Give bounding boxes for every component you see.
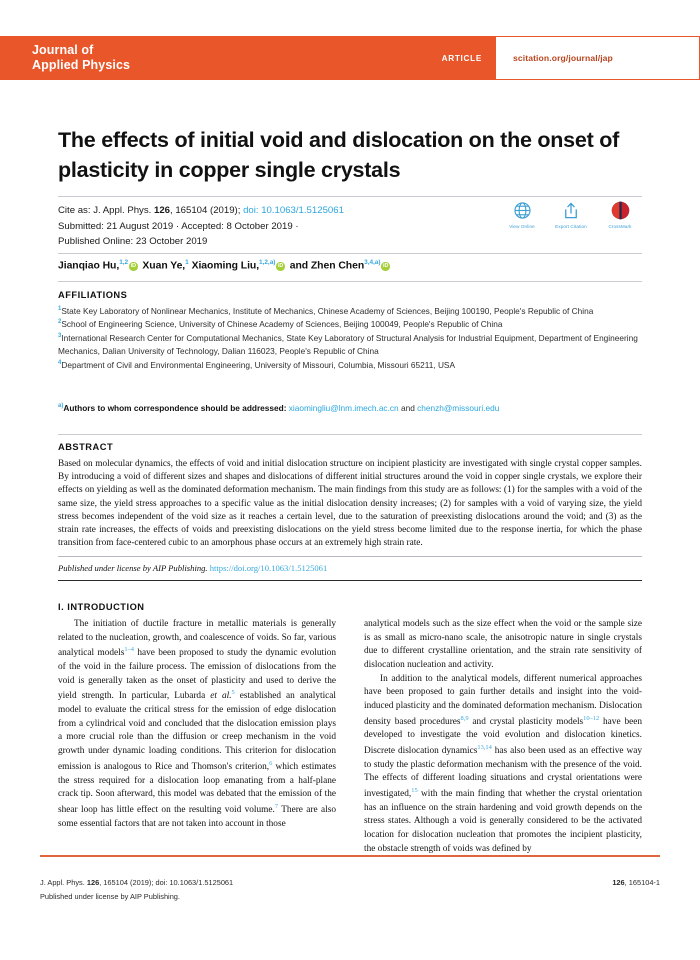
affiliation-marker: 1 [58, 306, 62, 313]
footer-rule [40, 855, 660, 857]
body-column-left [58, 618, 336, 856]
view-online-badge[interactable] [500, 200, 544, 229]
affiliation-marker: 3 [58, 333, 62, 340]
journal-url-link[interactable]: scitation.org/journal/jap [513, 53, 613, 63]
correspondence-label: Authors to whom correspondence should be addressed: [63, 403, 287, 413]
footer-right [612, 876, 660, 890]
citation-block [58, 203, 458, 250]
citation-prefix: Cite as: J. Appl. Phys. [58, 205, 154, 216]
footer-citation-rest: , 165104 (2019); doi: 10.1063/1.5125061 [99, 878, 234, 887]
affiliation-text: School of Engineering Science, University of Chinese Academy of Sciences, Beijing 100049, People's Republic of China [61, 319, 503, 330]
author-affiliation-marker: 1,2 [119, 259, 129, 266]
abstract-heading: ABSTRACT [58, 442, 114, 452]
divider-below-authors [58, 281, 642, 282]
reference-marker[interactable]: 6 [269, 759, 273, 767]
header-url-box [496, 36, 700, 80]
author-name: Jianqiao Hu, [58, 260, 120, 272]
export-icon [549, 200, 593, 221]
crossmark-icon [598, 200, 642, 221]
journal-logo-line1: Journal of [32, 42, 94, 57]
orcid-icon[interactable]: iD [130, 263, 136, 270]
affiliation-text: Department of Civil and Environmental Engineering, University of Missouri, Columbia, Missouri 65211, USA [61, 359, 456, 370]
abstract-text: Based on molecular dynamics, the effects of void and initial dislocation structure on incipient plasticity are investigated with single crystal copper samples. By introducing a void of different sizes and shapes and dislocations of different initial structures around the void in copper single crystals, we explore their effects on yielding as well as the dominated deformation mechanism. The main findings from this study are as follows: (1) for the samples with a void of the same size, the yield stress approaches to a specific value as the initial dislocation density increases; (2) for samples with a void of varying size, the yield stress becomes independent of the void size as it reaches a certain level, due to the saturation of preexisting dislocations around the void; and (3) as the strain rate increases, the effects of voids and preexisting dislocations on the yield stress become limited due to the response inertia, for which the phase transition from face-centered cubic to an amorphous phase occurs at an extremely high strain rate. [58, 459, 642, 549]
correspondence-note [58, 402, 642, 415]
footer-license: Published under license by AIP Publishing. [40, 892, 180, 902]
reference-marker[interactable]: 1–4 [124, 646, 134, 654]
divider-above-authors [58, 253, 642, 254]
export-citation-label: Export Citation [555, 223, 587, 229]
reference-marker[interactable]: 7 [274, 802, 279, 810]
italic-text: et al. [210, 691, 232, 702]
author-name: Xuan Ye, [142, 260, 186, 272]
affiliation-marker: 4 [58, 359, 62, 366]
reference-marker[interactable]: 8,9 [460, 714, 469, 722]
affiliation-marker: 2 [58, 319, 62, 326]
affiliation-item [58, 332, 642, 359]
affiliation-item [58, 359, 642, 372]
correspondence-email-1[interactable]: xiaomingliu@lnm.imech.ac.cn [288, 403, 399, 413]
footer-page-number: , 165104-1 [624, 878, 660, 887]
divider-below-abstract [58, 556, 642, 557]
body-paragraph: The initiation of ductile fracture in metallic materials is generally related to the nucleation, growth, and coalescence of voids. So far, various analytical models$^{1-4}$ have been proposed to study the dynamic evolution of the void in the failure process. The emission of dislocations from the void is generally taken as the onset of plasticity and used to derive the yield strength. In particular, Lubarda et al.$^5$ established an analytical model to evaluate the critical stress for the emission of edge dislocation from a cylindrical void and concluded that the dislocation emission plays a more crucial role than the diffusion or creep mechanism in the void growth under dynamic loading conditions. This criterion for dislocation emission is analogous to Rice and Thomson's criterion,$^6$ which estimates the stress required for a dislocation loop emanating from a half-plane crack tip. Soon afterward, this model was debated that the emission of the shear loop has little effect on the resulting void volume.$^7$ There are also some essential factors that are not taken into account in those [58, 619, 336, 829]
reference-marker[interactable]: 5 [231, 689, 235, 697]
article-action-badges [500, 200, 642, 229]
article-type-label: ARTICLE [441, 53, 482, 63]
globe-icon [500, 200, 544, 221]
journal-logo-line2: Applied Physics [32, 58, 131, 72]
body-paragraph: In addition to the analytical models, different numerical approaches have been proposed to gain further details and insight into the void-induced plasticity and the dominated deformation mechanism. Dislocation density based procedures$^{8,9}$ and crystal plasticity models$^{10-12}$ have been developed to investigate the void evolution and dislocation kinetics. Discrete dislocation dynamics$^{13,14}$ has also been used as an effective way to study the plastic deformation mechanism with the presence of the void. The effects of different loading situations and crystal orientations were investigated,$^{15}$ with the main finding that whether the crystal orientation has an influence on the strain hardening and void growth depends on the stress states. Although a void is generally considered to be the activated location for dislocation nucleation that promotes the incipient plasticity, the obstacle strength of voids was defined by [364, 673, 642, 854]
citation-volume: 126 [153, 205, 170, 216]
crossmark-badge[interactable] [598, 200, 642, 229]
author-affiliation-marker: 1,2,a) [259, 259, 276, 266]
view-online-label: View Online [509, 223, 535, 229]
divider-above-abstract [58, 434, 642, 435]
export-citation-badge[interactable] [549, 200, 593, 229]
footer-citation-volume: 126 [86, 878, 100, 887]
license-text: Published under license by AIP Publishing. [58, 563, 208, 573]
affiliation-text: State Key Laboratory of Nonlinear Mechanics, Institute of Mechanics, Chinese Academy of Sciences, Beijing 100190, People's Republic of China [61, 306, 594, 316]
reference-marker[interactable]: 10–12 [583, 714, 600, 722]
correspondence-marker: a) [58, 403, 64, 410]
affiliation-text: International Research Center for Computational Mechanics, State Key Laboratory of Structural Analysis for Industrial Equipment, Department of Engineering Mechanics, Dalian University of Technology, Dalian 116023, People's Republic of China [58, 332, 638, 357]
author-affiliation-marker: 1 [185, 259, 189, 266]
footer-left [40, 876, 233, 904]
page-header [0, 36, 700, 80]
orcid-icon[interactable]: iD [277, 263, 284, 270]
author-name: Xiaoming Liu, [191, 260, 260, 272]
body-columns [58, 618, 642, 856]
license-doi-link[interactable]: https://doi.org/10.1063/1.5125061 [209, 563, 328, 573]
reference-marker[interactable]: 13,14 [477, 744, 492, 751]
body-column-right [364, 618, 642, 856]
correspondence-email-2[interactable]: chenzh@missouri.edu [417, 403, 500, 413]
citation-doi-link[interactable]: doi: 10.1063/1.5125061 [243, 205, 344, 216]
crossmark-label: CrossMark [608, 223, 632, 229]
page-title: The effects of initial void and dislocation on the onset of plasticity in copper single crystals [58, 128, 620, 182]
footer-page-volume: 126 [612, 878, 625, 887]
author-list [58, 259, 642, 271]
affiliations-list [58, 305, 642, 372]
citation-line [58, 203, 458, 219]
author-affiliation-marker: 3,4,a) [364, 259, 381, 266]
footer-citation-prefix: J. Appl. Phys. [40, 878, 87, 887]
reference-marker[interactable]: 15 [411, 787, 418, 795]
orcid-icon[interactable]: iD [383, 263, 389, 270]
page-footer [40, 876, 660, 904]
introduction-heading: I. INTRODUCTION [58, 602, 145, 612]
divider-above-citation [58, 196, 642, 197]
submitted-accepted-line: Submitted: 21 August 2019 · Accepted: 8 October 2019 · [58, 220, 299, 232]
license-line [58, 563, 642, 573]
divider-below-license [58, 580, 642, 581]
affiliation-item [58, 305, 642, 318]
citation-middle: , 165104 (2019); [170, 205, 244, 216]
affiliations-heading: AFFILIATIONS [58, 290, 128, 300]
correspondence-conjunction: and [398, 403, 418, 413]
published-online-line: Published Online: 23 October 2019 [58, 236, 208, 248]
journal-logo [32, 43, 130, 74]
header-orange-banner [0, 36, 496, 80]
footer-citation [40, 876, 233, 890]
affiliation-item [58, 318, 642, 331]
body-paragraph: analytical models such as the size effect when the void or the sample size is as small as micro-nano scale, the anisotropic nature in single crystals due to different crystalline orientation, and the strain rate sensitivity of dislocation nucleation and activity. [364, 619, 642, 670]
author-name: and Zhen Chen [289, 260, 365, 272]
